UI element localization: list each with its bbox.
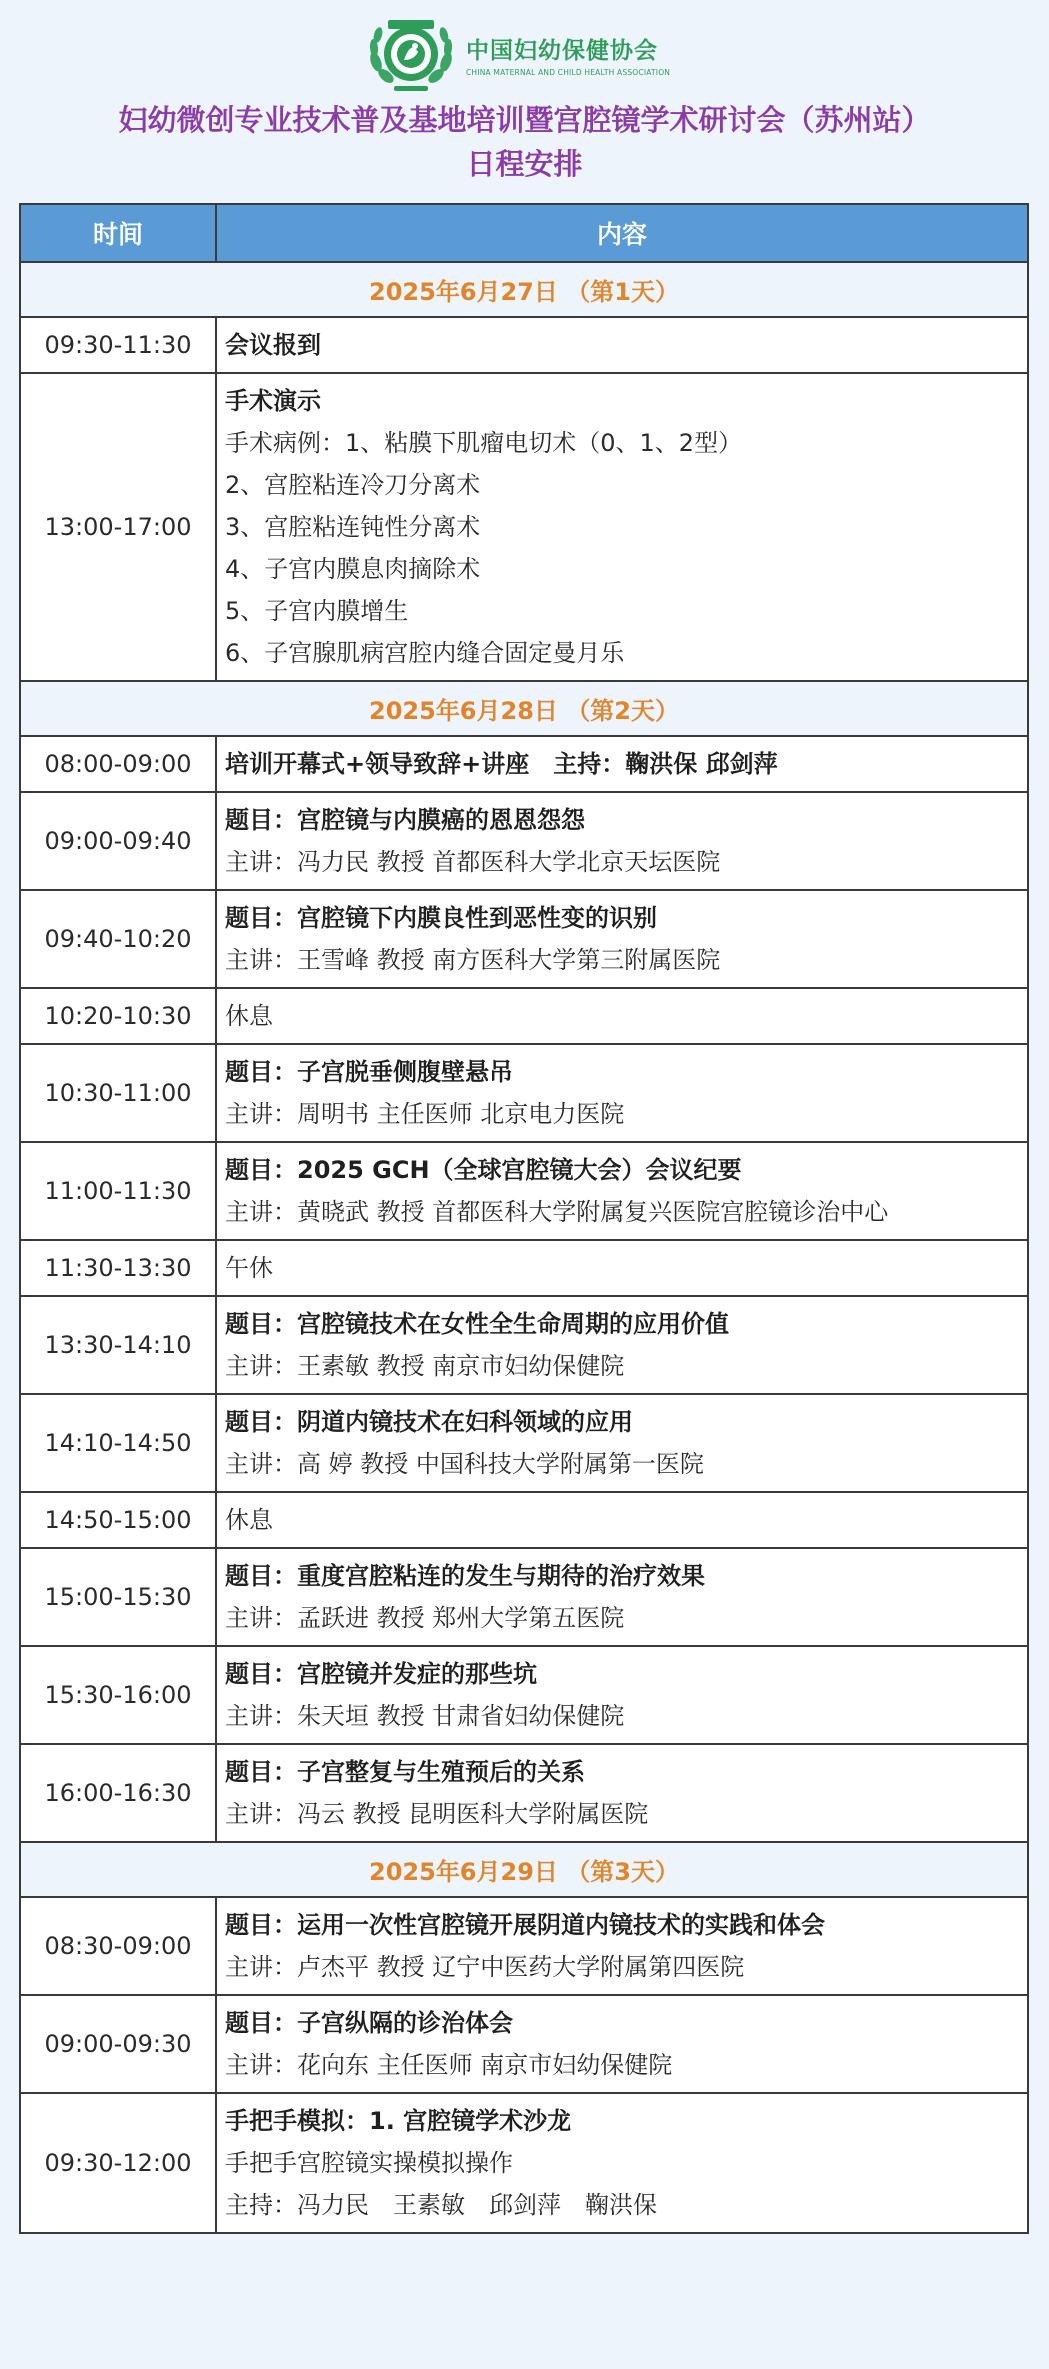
day-row xyxy=(20,1842,1028,1897)
time-cell: 14:50-15:00 xyxy=(20,1492,216,1548)
content-title-line: 题目：2025 GCH（全球宫腔镜大会）会议纪要 xyxy=(225,1156,742,1184)
schedule-row xyxy=(20,1995,1028,2093)
time-cell: 09:30-12:00 xyxy=(20,2093,216,2233)
content-cell xyxy=(216,792,1028,890)
content-cell xyxy=(216,317,1028,373)
content-cell xyxy=(216,1296,1028,1394)
content-title-line: 题目：阴道内镜技术在妇科领域的应用 xyxy=(225,1408,633,1436)
day-row xyxy=(20,262,1028,317)
time-cell: 08:00-09:00 xyxy=(20,736,216,792)
content-cell xyxy=(216,1744,1028,1842)
column-header-time: 时间 xyxy=(20,204,216,262)
schedule-table xyxy=(19,203,1029,2234)
schedule-row xyxy=(20,317,1028,373)
time-cell: 10:20-10:30 xyxy=(20,988,216,1044)
time-cell: 11:30-13:30 xyxy=(20,1240,216,1296)
association-logo-icon xyxy=(364,14,458,94)
content-title-line: 题目：宫腔镜与内膜癌的恩恩怨怨 xyxy=(225,806,585,834)
content-title-line: 题目：子宫脱垂侧腹壁悬吊 xyxy=(225,1058,513,1086)
content-line: 主讲：黄晓武 教授 首都医科大学附属复兴医院宫腔镜诊治中心 xyxy=(225,1198,889,1226)
content-cell xyxy=(216,1492,1028,1548)
content-line: 午休 xyxy=(225,1254,273,1282)
time-cell: 11:00-11:30 xyxy=(20,1142,216,1240)
day-label: 2025年6月27日 （第1天） xyxy=(20,262,1028,317)
content-title-line: 题目：宫腔镜技术在女性全生命周期的应用价值 xyxy=(225,1310,729,1338)
content-line: 主讲：王素敏 教授 南京市妇幼保健院 xyxy=(225,1352,625,1380)
day-label: 2025年6月28日 （第2天） xyxy=(20,681,1028,736)
schedule-row xyxy=(20,2093,1028,2233)
schedule-row xyxy=(20,1240,1028,1296)
schedule-row xyxy=(20,1548,1028,1646)
time-cell: 16:00-16:30 xyxy=(20,1744,216,1842)
schedule-row xyxy=(20,792,1028,890)
content-cell xyxy=(216,1240,1028,1296)
content-line: 5、子宫内膜增生 xyxy=(225,597,409,625)
day-row xyxy=(20,681,1028,736)
column-header-content: 内容 xyxy=(216,204,1028,262)
day-label: 2025年6月29日 （第3天） xyxy=(20,1842,1028,1897)
content-cell xyxy=(216,1142,1028,1240)
schedule-row xyxy=(20,373,1028,681)
content-line: 主讲：冯云 教授 昆明医科大学附属医院 xyxy=(225,1800,649,1828)
content-line: 主讲：卢杰平 教授 辽宁中医药大学附属第四医院 xyxy=(225,1953,745,1981)
schedule-body xyxy=(20,262,1028,2233)
time-cell: 09:30-11:30 xyxy=(20,317,216,373)
time-cell: 14:10-14:50 xyxy=(20,1394,216,1492)
schedule-row xyxy=(20,988,1028,1044)
content-cell xyxy=(216,736,1028,792)
content-title-line: 会议报到 xyxy=(225,331,321,359)
content-title-line: 题目：宫腔镜并发症的那些坑 xyxy=(225,1660,537,1688)
content-cell xyxy=(216,1646,1028,1744)
schedule-row xyxy=(20,1744,1028,1842)
time-cell: 15:00-15:30 xyxy=(20,1548,216,1646)
content-line: 休息 xyxy=(225,1506,273,1534)
content-line: 主讲：高 婷 教授 中国科技大学附属第一医院 xyxy=(225,1450,704,1478)
schedule-row xyxy=(20,736,1028,792)
content-line: 3、宫腔粘连钝性分离术 xyxy=(225,513,481,541)
content-title-line: 题目：重度宫腔粘连的发生与期待的治疗效果 xyxy=(225,1562,705,1590)
time-cell: 09:00-09:40 xyxy=(20,792,216,890)
time-cell: 15:30-16:00 xyxy=(20,1646,216,1744)
content-line: 休息 xyxy=(225,1002,273,1030)
time-cell: 08:30-09:00 xyxy=(20,1897,216,1995)
content-line: 主讲：周明书 主任医师 北京电力医院 xyxy=(225,1100,625,1128)
org-brand xyxy=(364,14,670,94)
content-title-line: 培训开幕式+领导致辞+讲座 主持：鞠洪保 邱剑萍 xyxy=(225,750,778,778)
schedule-row xyxy=(20,1492,1028,1548)
org-name-en: CHINA MATERNAL AND CHILD HEALTH ASSOCIATION xyxy=(466,67,671,77)
content-cell xyxy=(216,890,1028,988)
content-cell xyxy=(216,988,1028,1044)
schedule-row xyxy=(20,1044,1028,1142)
content-title-line: 题目：宫腔镜下内膜良性到恶性变的识别 xyxy=(225,904,657,932)
time-cell: 13:00-17:00 xyxy=(20,373,216,681)
schedule-row xyxy=(20,890,1028,988)
content-line: 手把手宫腔镜实操模拟操作 xyxy=(225,2149,513,2177)
content-cell xyxy=(216,1394,1028,1492)
content-title-line: 手术演示 xyxy=(225,387,321,415)
content-title-line: 题目：运用一次性宫腔镜开展阴道内镜技术的实践和体会 xyxy=(225,1911,825,1939)
content-cell xyxy=(216,373,1028,681)
content-cell xyxy=(216,2093,1028,2233)
time-cell: 09:00-09:30 xyxy=(20,1995,216,2093)
content-cell xyxy=(216,1044,1028,1142)
time-cell: 13:30-14:10 xyxy=(20,1296,216,1394)
content-line: 主讲：花向东 主任医师 南京市妇幼保健院 xyxy=(225,2051,673,2079)
schedule-row xyxy=(20,1394,1028,1492)
page-title: 妇幼微创专业技术普及基地培训暨宫腔镜学术研讨会（苏州站） xyxy=(118,103,931,137)
content-line: 主讲：朱天垣 教授 甘肃省妇幼保健院 xyxy=(225,1702,625,1730)
org-name-cn: 中国妇幼保健协会 xyxy=(466,37,658,64)
time-cell: 09:40-10:20 xyxy=(20,890,216,988)
content-line: 6、子宫腺肌病宫腔内缝合固定曼月乐 xyxy=(225,639,625,667)
content-line: 主持：冯力民 王素敏 邱剑萍 鞠洪保 xyxy=(225,2191,657,2219)
content-title-line: 题目：子宫纵隔的诊治体会 xyxy=(225,2009,513,2037)
schedule-row xyxy=(20,1142,1028,1240)
content-cell xyxy=(216,1548,1028,1646)
content-line: 2、宫腔粘连冷刀分离术 xyxy=(225,471,481,499)
table-header-row xyxy=(20,204,1028,262)
content-title-line: 手把手模拟：1. 宫腔镜学术沙龙 xyxy=(225,2107,572,2135)
page-subtitle: 日程安排 xyxy=(466,147,583,181)
content-cell xyxy=(216,1995,1028,2093)
schedule-row xyxy=(20,1296,1028,1394)
content-cell xyxy=(216,1897,1028,1995)
schedule-row xyxy=(20,1897,1028,1995)
content-line: 手术病例：1、粘膜下肌瘤电切术（0、1、2型） xyxy=(225,429,743,457)
content-line: 主讲：冯力民 教授 首都医科大学北京天坛医院 xyxy=(225,848,721,876)
content-title-line: 题目：子宫整复与生殖预后的关系 xyxy=(225,1758,585,1786)
time-cell: 10:30-11:00 xyxy=(20,1044,216,1142)
schedule-row xyxy=(20,1646,1028,1744)
content-line: 主讲：孟跃进 教授 郑州大学第五医院 xyxy=(225,1604,625,1632)
content-line: 4、子宫内膜息肉摘除术 xyxy=(225,555,481,583)
content-line: 主讲：王雪峰 教授 南方医科大学第三附属医院 xyxy=(225,946,721,974)
